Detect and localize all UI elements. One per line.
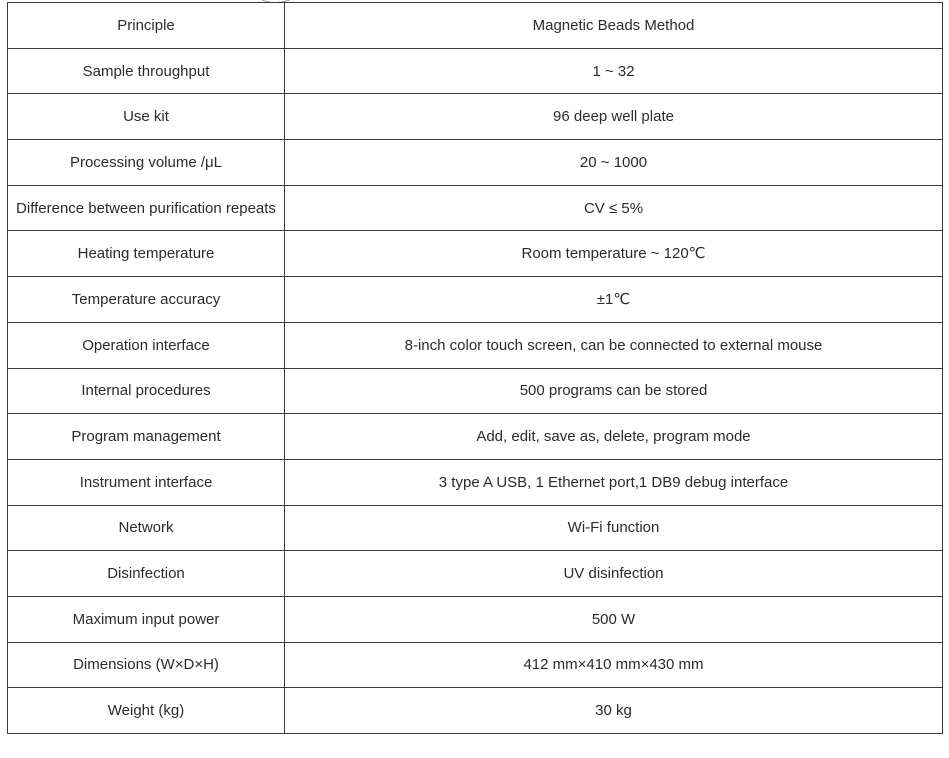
spec-value: 96 deep well plate	[285, 94, 943, 140]
spec-label: Disinfection	[8, 551, 285, 597]
spec-label: Weight (kg)	[8, 688, 285, 734]
table-row	[8, 596, 943, 642]
spec-value: CV ≤ 5%	[285, 185, 943, 231]
table-row	[8, 505, 943, 551]
spec-value: Wi-Fi function	[285, 505, 943, 551]
spec-label: Dimensions (W×D×H)	[8, 642, 285, 688]
spec-label: Principle	[8, 3, 285, 49]
specifications-table	[7, 2, 943, 734]
table-row	[8, 688, 943, 734]
table-row	[8, 459, 943, 505]
table-row	[8, 185, 943, 231]
table-row	[8, 231, 943, 277]
table-row	[8, 277, 943, 323]
spec-value: 500 W	[285, 596, 943, 642]
spec-label: Instrument interface	[8, 459, 285, 505]
table-row	[8, 551, 943, 597]
spec-value: Add, edit, save as, delete, program mode	[285, 414, 943, 460]
table-row	[8, 414, 943, 460]
spec-value: 8-inch color touch screen, can be connected to external mouse	[285, 322, 943, 368]
spec-label: Program management	[8, 414, 285, 460]
spec-value: Magnetic Beads Method	[285, 3, 943, 49]
spec-value: Room temperature ~ 120℃	[285, 231, 943, 277]
spec-label: Difference between purification repeats	[8, 185, 285, 231]
spec-label: Network	[8, 505, 285, 551]
spec-label: Operation interface	[8, 322, 285, 368]
spec-label: Maximum input power	[8, 596, 285, 642]
table-row	[8, 322, 943, 368]
spec-value: 30 kg	[285, 688, 943, 734]
table-row	[8, 642, 943, 688]
spec-label: Processing volume /μL	[8, 140, 285, 186]
spec-value: ±1℃	[285, 277, 943, 323]
spec-value: 3 type A USB, 1 Ethernet port,1 DB9 debug interface	[285, 459, 943, 505]
spec-label: Temperature accuracy	[8, 277, 285, 323]
spec-value: UV disinfection	[285, 551, 943, 597]
table-row	[8, 140, 943, 186]
table-row	[8, 94, 943, 140]
spec-label: Use kit	[8, 94, 285, 140]
spec-value: 1 ~ 32	[285, 48, 943, 94]
table-row	[8, 368, 943, 414]
spec-value: 412 mm×410 mm×430 mm	[285, 642, 943, 688]
table-row	[8, 3, 943, 49]
spec-value: 500 programs can be stored	[285, 368, 943, 414]
spec-value: 20 ~ 1000	[285, 140, 943, 186]
spec-label: Internal procedures	[8, 368, 285, 414]
spec-label: Heating temperature	[8, 231, 285, 277]
spec-label: Sample throughput	[8, 48, 285, 94]
table-row	[8, 48, 943, 94]
